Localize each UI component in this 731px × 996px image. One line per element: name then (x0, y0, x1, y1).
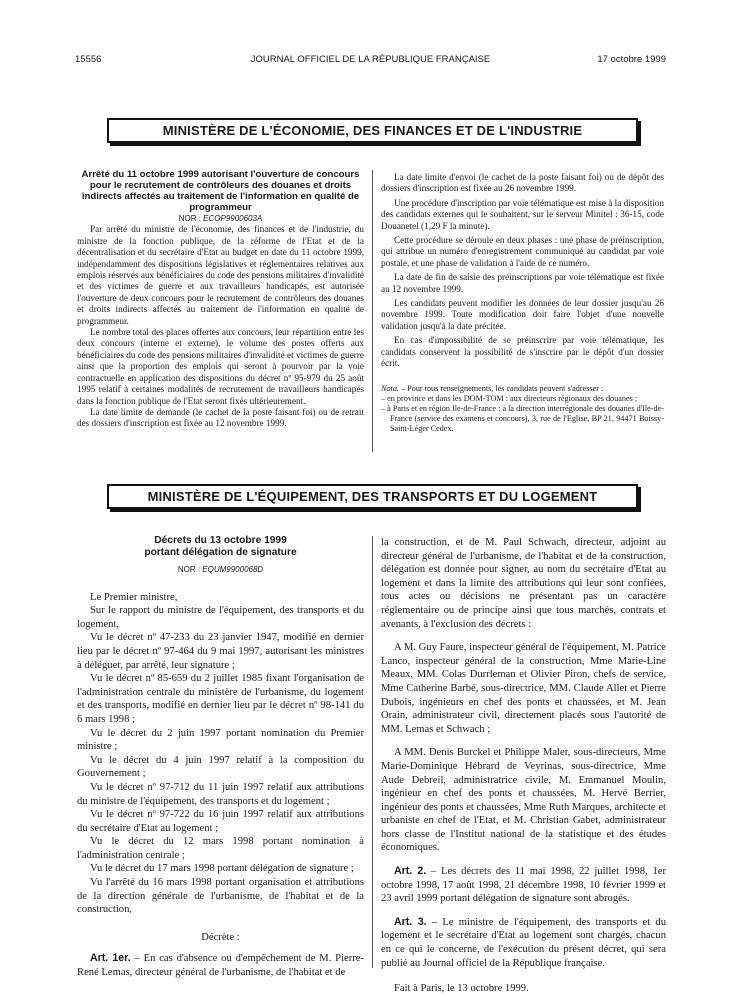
paragraph: la construction, et de M. Paul Schwach, directeur, adjoint au directeur général de l'urbanisme, de l'habitat et de la construction, délégation est donnée pour signer, au nom du secrétaire d'Etat au logement et dans la limite des attributions qui leur sont confiées, tous actes ou décisions ne présentant pas un caractère réglementaire ou de principe ainsi que tous marchés, contrats et avenants, à l'exclusion des décrets : (381, 537, 666, 630)
decrete-label: Décrète : (201, 931, 240, 943)
column-divider-2 (372, 536, 373, 968)
paragraph: Une procédure d'inscription par voie télématique est mise à la disposition des candidats externes qui le souhaitent, sur le serveur Minitel : 36-15, code Douanetel (1,29 F la minute). (381, 197, 664, 231)
issue-date: 17 octobre 1999 (597, 54, 666, 65)
decret-right-column (381, 536, 666, 996)
decret-nor: NOR : EQUM9900068D (177, 565, 264, 574)
arrete-left-column (77, 169, 364, 430)
arrete-body-right (381, 172, 664, 370)
paragraph: A MM. Denis Burckel et Philippe Maler, sous-directeurs, Mme Marie-Dominique Hébrard de Veyrinas, sous-directrice, Mme Aude Debreil, administratrice civile, M. Emmanuel Moulin, ingénieur en chef des ponts et chaussées, M. Hervé Berrier, ingénieur des ponts et chaussées, Mme Ruth Marques, architecte et urbaniste en chef de l'Etat, et M. Christian Gabet, administrateur hors classe de l'Institut national de la statistique et des études économiques. (381, 747, 666, 854)
visa-paragraph: Sur le rapport du ministre de l'équipement, des transports et du logement, (77, 605, 364, 630)
visa-paragraph: Vu le décret du 12 mars 1998 portant nomination à l'administration centrale ; (77, 836, 364, 861)
paragraph: Cette procédure se déroule en deux phases : une phase de préinscription, qui attribue un numéro d'enregistrement communiqué au candidat par voie postale, et une phase de validation à l'aide de ce numéro. (381, 235, 664, 268)
decret-body-right (381, 536, 666, 855)
column-divider (372, 170, 373, 452)
arrete-body-left (77, 224, 364, 429)
ministry-heading-equipement: MINISTÈRE DE L'ÉQUIPEMENT, DES TRANSPORTS ET DU LOGEMENT (107, 484, 638, 509)
decret-left-column (77, 535, 364, 980)
arrete-right-column (381, 169, 664, 434)
page-number: 15556 (75, 54, 102, 65)
visa-paragraph: Vu le décret du 2 juin 1997 portant nomination du Premier ministre ; (77, 727, 364, 753)
paragraph: Les candidats peuvent modifier les données de leur dossier jusqu'au 26 novembre 1999. Toute modification doit faire l'objet d'une nouvelle validation jusqu'à la date précitée. (381, 298, 664, 331)
paragraph: Par arrêté du ministre de l'économie, des finances et de l'industrie, du ministre de la fonction publique, de la réforme de l'Etat et de la décentralisation et du secrétaire d'Etat au budget en date du 11 octobre 1999, indépendamment des dispositions législatives et réglementaires relatives aux emplois réservés aux bénéficiaires du code des pensions militaires d'invalidité et des victimes de guerre et aux travailleurs handicapés, est autorisée l'ouverture de deux concours pour le recrutement de contrôleurs des douanes et droits indirects affectés au traitement de l'information en qualité de programmeur. (77, 224, 364, 326)
running-header (75, 54, 666, 68)
arrete-nor: NOR : ECOP9900603A (178, 214, 263, 223)
nota-intro: Nota. – Pour tous renseignements, les candidats peuvent s'adresser : (381, 383, 604, 393)
article-2: Art. 2. – Les décrets des 11 mai 1998, 22 juillet 1998, 1er octobre 1998, 17 août 1998, 21 décembre 1998, 10 février 1999 et 23 avril 1999 portant délégation de signature sont abrogés. (381, 865, 666, 905)
nota-item: – à Paris et en région Ile-de-France : à la direction interrégionale des douanes d'Ile-de-France (service des examens et concours), 3, rue de l'Eglise, BP 21, 94471 Boissy-Saint-Léger Cedex. (381, 403, 664, 433)
visa-paragraph: Vu le décret nº 97-712 du 11 juin 1997 relatif aux attributions du ministre de l'équipement, des transports et du logement ; (77, 781, 364, 807)
article-3: Art. 3. – Le ministre de l'équipement, des transports et du logement et le secrétaire d'Etat au logement sont chargés, chacun en ce qui le concerne, de l'exécution du présent décret, qui sera publié au Journal officiel de la République française. (381, 915, 666, 969)
closing-line: Fait à Paris, le 13 octobre 1999. (394, 983, 529, 995)
article-1: Art. 1er. – En cas d'absence ou d'empêchement de M. Pierre-René Lemas, directeur général de l'urbanisme, de l'habitat et de (77, 952, 364, 979)
paragraph: A M. Guy Faure, inspecteur général de l'équipement, M. Patrice Lanco, inspecteur général de la construction, Mme Marie-Line Meaux, MM. Colas Durrleman et Olivier Piron, chefs de service, Mme Catherine Barbé, sous-directrice, MM. Claude Allet et Pierre Dubois, ingénieurs en chef des ponts et chaussées, et M. Jean Orain, administrateur civil, directement placés sous l'autorité de MM. Lemas et Schwach ; (381, 642, 666, 735)
visa-paragraph: Vu le décret nº 85-659 du 2 juillet 1985 fixant l'organisation de l'administration centrale du ministère de l'urbanisme, du logement et des transports, modifié en dernier lieu par le décret nº 98-141 du 6 mars 1998 ; (77, 673, 364, 725)
visa-paragraph: Vu le décret nº 47-233 du 23 janvier 1947, modifié en dernier lieu par le décret nº 97-464 du 9 mai 1997, autorisant les ministres à déléguer, par arrêté, leur signature ; (77, 632, 364, 671)
journal-title: JOURNAL OFFICIEL DE LA RÉPUBLIQUE FRANÇAISE (250, 54, 491, 65)
paragraph: La date limite d'envoi (le cachet de la poste faisant foi) ou de dépôt des dossiers d'inscription est fixée au 26 novembre 1999. (381, 172, 664, 194)
nota-list (381, 394, 664, 434)
arrete-nota (381, 384, 664, 434)
paragraph: La date de fin de saisie des préinscriptions par voie télématique est fixée au 12 novembre 1999. (381, 272, 664, 294)
visa-paragraph: Vu le décret nº 97-722 du 16 juin 1997 relatif aux attributions du secrétaire d'Etat au logement ; (77, 809, 364, 834)
visa-paragraph: Vu l'arrêté du 16 mars 1998 portant organisation et attributions de la direction générale de l'urbanisme, de l'habitat et de la construction, (77, 877, 364, 916)
visa-paragraph: Vu le décret du 17 mars 1998 portant délégation de signature ; (90, 863, 354, 875)
decret-visas (77, 591, 364, 917)
nota-item: – en province et dans les DOM-TOM : aux directeurs régionaux des douanes ; (381, 393, 638, 403)
decret-title-line1: Décrets du 13 octobre 1999 (154, 535, 287, 546)
paragraph: Le nombre total des places offertes aux concours, leur répartition entre les deux concours (interne et externe), le volume des postes offerts aux bénéficiaires du code des pensions militaires d'invalidité et victimes de guerre ainsi que la proportion des emplois qui seront à pourvoir par la voie contractuelle en application des dispositions du décret nº 95-979 du 25 août 1995 relatif à certaines modalités de recrutement de travailleurs handicapés dans la fonction publique de l'Etat seront fixés ultérieurement. (77, 327, 364, 406)
paragraph: La date limite de demande (le cachet de la poste faisant foi) ou de retrait des dossiers d'inscription est fixée au 12 novembre 1999. (77, 406, 364, 429)
arrete-title: Arrêté du 11 octobre 1999 autorisant l'ouverture de concours pour le recrutement de contrôleurs des douanes et droits indirects affectés au traitement de l'information en qualité de programmeur (81, 169, 360, 213)
visa-paragraph: Le Premier ministre, (90, 591, 178, 603)
paragraph: En cas d'impossibilité de se préinscrire par voie télématique, les candidats conservent la possibilité de s'inscrire par le dépôt d'un dossier écrit. (381, 335, 664, 369)
decret-title-line2: portant délégation de signature (144, 547, 297, 558)
ministry-heading-economie: MINISTÈRE DE L'ÉCONOMIE, DES FINANCES ET DE L'INDUSTRIE (107, 118, 638, 143)
visa-paragraph: Vu le décret du 4 juin 1997 relatif à la composition du Gouvernement ; (77, 754, 364, 780)
